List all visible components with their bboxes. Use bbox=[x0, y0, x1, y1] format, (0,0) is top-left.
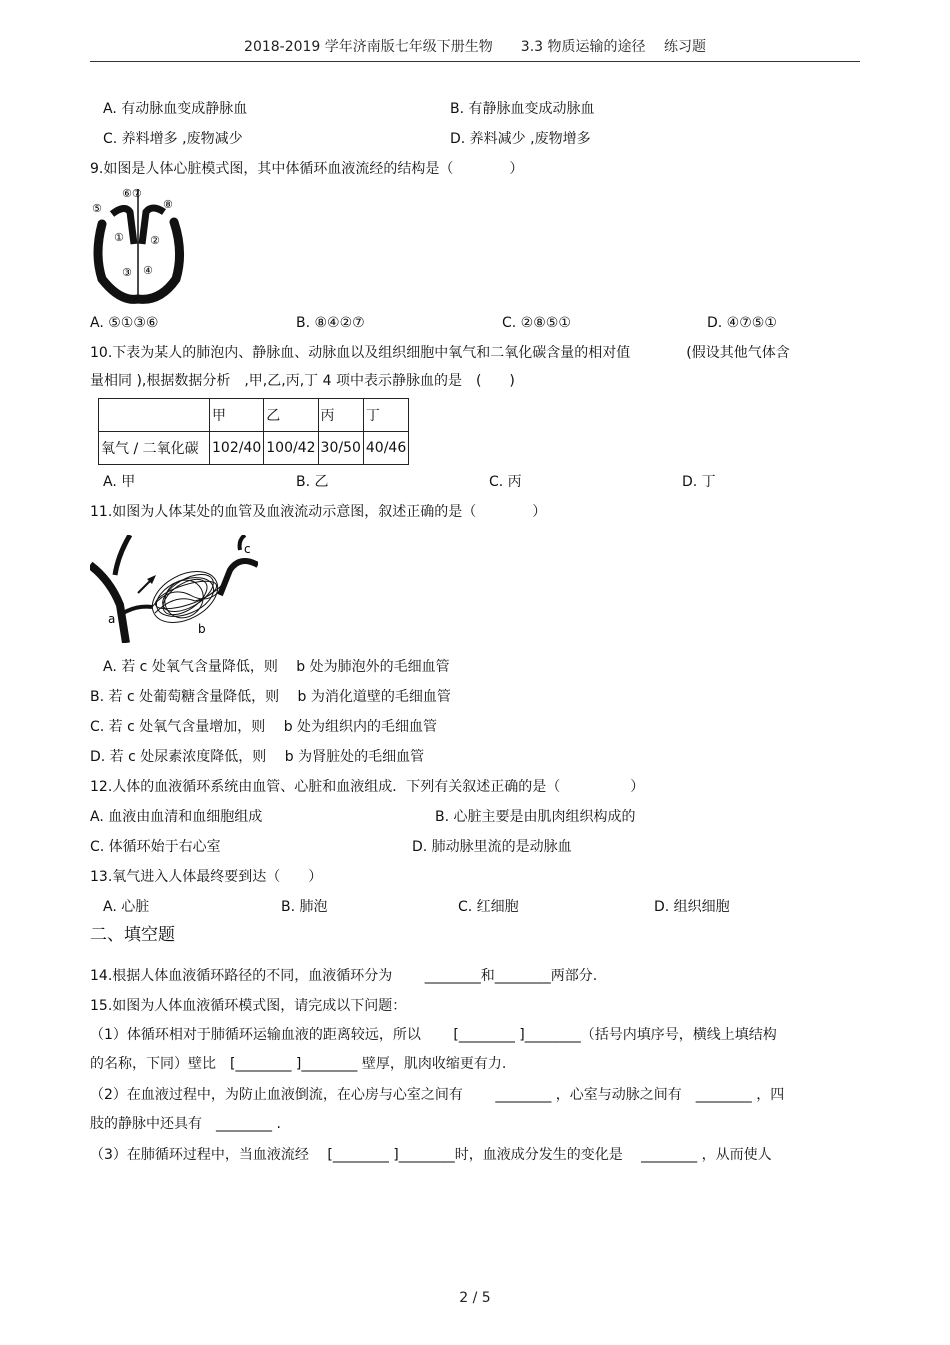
heart-label-8: ⑧ bbox=[163, 198, 173, 211]
table-header-cell: 乙 bbox=[264, 399, 318, 432]
q15-stem: 15.如图为人体血液循环模式图，请完成以下问题： bbox=[90, 998, 407, 1014]
table-cell: 氧气 / 二氧化碳 bbox=[99, 432, 210, 465]
heart-label-4: ④ bbox=[143, 264, 153, 277]
q8-option-c: C. 养料增多 ,废物减少 bbox=[103, 131, 243, 147]
heart-label-2: ② bbox=[150, 234, 160, 247]
vessel-label-b: b bbox=[198, 622, 206, 636]
q13-stem: 13.氧气进入人体最终要到达（ ） bbox=[90, 869, 323, 885]
q10-stem-line1: 10.下表为某人的肺泡内、静脉血、动脉血以及组织细胞中氧气和二氧化碳含量的相对值 (假设其他气体含 bbox=[90, 345, 790, 361]
q15-part3-line1: （3）在肺循环过程中，当血液流经 [________ ]________时，血液成分发生的变化是 ________ ，从而使人 bbox=[90, 1147, 772, 1163]
heart-label-67: ⑥⑦ bbox=[122, 187, 142, 200]
q12-option-b: B. 心脏主要是由肌肉组织构成的 bbox=[435, 809, 636, 825]
q13-option-c: C. 红细胞 bbox=[458, 899, 519, 915]
table-cell: 40/46 bbox=[363, 432, 408, 465]
q15-part1-line1: （1）体循环相对于肺循环运输血液的距离较远，所以 [________ ]________（括号内填序号，横线上填结构 bbox=[90, 1027, 777, 1043]
page-number: 2 / 5 bbox=[459, 1290, 491, 1306]
q9-option-c: C. ②⑧⑤① bbox=[502, 315, 571, 331]
q8-option-b: B. 有静脉血变成动脉血 bbox=[450, 101, 595, 117]
table-cell: 30/50 bbox=[318, 432, 363, 465]
vessel-label-a: a bbox=[108, 612, 116, 626]
page-header: 2018-2019 学年济南版七年级下册生物 3.3 物质运输的途径 练习题 bbox=[244, 39, 706, 55]
table-header-row bbox=[99, 399, 409, 432]
q10-option-c: C. 丙 bbox=[489, 474, 522, 490]
q15-part2-line2: 肢的静脉中还具有 ________ . bbox=[90, 1116, 281, 1132]
q11-option-d: D. 若 c 处尿素浓度降低，则 b 为肾脏处的毛细血管 bbox=[90, 749, 425, 765]
q11-option-c: C. 若 c 处氧气含量增加，则 b 处为组织内的毛细血管 bbox=[90, 719, 438, 735]
q10-option-b: B. 乙 bbox=[296, 474, 329, 490]
q13-option-b: B. 肺泡 bbox=[281, 899, 328, 915]
table-header-cell bbox=[99, 399, 210, 432]
q12-option-c: C. 体循环始于右心室 bbox=[90, 839, 221, 855]
table-header-cell: 丁 bbox=[363, 399, 408, 432]
q11-stem: 11.如图为人体某处的血管及血液流动示意图，叙述正确的是（ ） bbox=[90, 504, 547, 520]
q13-option-d: D. 组织细胞 bbox=[654, 899, 730, 915]
vessel-label-c: c bbox=[244, 542, 251, 556]
q10-stem-line2: 量相同 ),根据数据分析 ,甲,乙,丙,丁 4 项中表示静脉血的是 ( ) bbox=[90, 373, 515, 389]
section-title: 二、填空题 bbox=[90, 925, 175, 945]
q15-part1-line2: 的名称，下同）壁比 [________ ]________ 壁厚，肌肉收缩更有力. bbox=[90, 1056, 507, 1072]
blood-vessel-diagram bbox=[90, 535, 258, 643]
q10-option-a: A. 甲 bbox=[103, 474, 136, 490]
q9-option-a: A. ⑤①③⑥ bbox=[90, 315, 159, 331]
table-cell: 102/40 bbox=[210, 432, 264, 465]
q14-text: 14.根据人体血液循环路径的不同，血液循环分为 ________和________两部分. bbox=[90, 968, 598, 984]
q12-option-a: A. 血液由血清和血细胞组成 bbox=[90, 809, 263, 825]
q9-stem: 9.如图是人体心脏模式图，其中体循环血液流经的结构是（ ） bbox=[90, 161, 524, 177]
q9-option-b: B. ⑧④②⑦ bbox=[296, 315, 365, 331]
q8-option-d: D. 养料减少 ,废物增多 bbox=[450, 131, 591, 147]
table-header-cell: 甲 bbox=[210, 399, 264, 432]
q12-stem: 12.人体的血液循环系统由血管、心脏和血液组成．下列有关叙述正确的是（ ） bbox=[90, 779, 645, 795]
q8-option-a: A. 有动脉血变成静脉血 bbox=[103, 101, 248, 117]
q13-option-a: A. 心脏 bbox=[103, 899, 150, 915]
q9-option-d: D. ④⑦⑤① bbox=[707, 315, 777, 331]
q15-part2-line1: （2）在血液过程中，为防止血液倒流，在心房与心室之间有 ________ ，心室与动脉之间有 ________ ，四 bbox=[90, 1087, 785, 1103]
table-cell: 100/42 bbox=[264, 432, 318, 465]
heart-diagram bbox=[90, 184, 186, 306]
q11-option-b: B. 若 c 处葡萄糖含量降低，则 b 为消化道壁的毛细血管 bbox=[90, 689, 451, 705]
header-divider bbox=[90, 61, 860, 62]
q11-option-a: A. 若 c 处氧气含量降低，则 b 处为肺泡外的毛细血管 bbox=[103, 659, 450, 675]
q12-option-d: D. 肺动脉里流的是动脉血 bbox=[412, 839, 572, 855]
heart-label-1: ① bbox=[114, 231, 124, 244]
heart-label-3: ③ bbox=[122, 266, 132, 279]
q10-option-d: D. 丁 bbox=[682, 474, 716, 490]
gas-table bbox=[98, 398, 409, 465]
table-row bbox=[99, 432, 409, 465]
table-header-cell: 丙 bbox=[318, 399, 363, 432]
heart-label-5: ⑤ bbox=[92, 202, 102, 215]
